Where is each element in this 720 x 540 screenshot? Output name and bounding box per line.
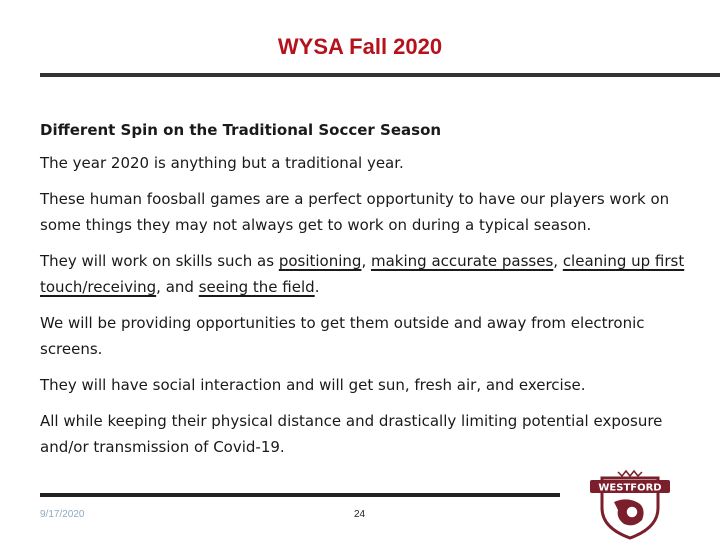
skill-positioning: positioning: [278, 252, 362, 270]
paragraph-year: The year 2020 is anything but a traditional year.: [40, 154, 404, 172]
paragraph-skills: [40, 248, 690, 300]
footer-divider: [40, 493, 560, 497]
slide-body: [40, 118, 690, 470]
skills-end: .: [314, 278, 320, 296]
skill-first-touch: cleaning up first touch/receiving: [40, 252, 685, 296]
title-divider: [40, 73, 720, 77]
skills-sep-2: ,: [553, 252, 563, 270]
page-number: 24: [354, 509, 366, 520]
skills-sep-1: ,: [361, 252, 371, 270]
skills-intro: They will work on skills such as: [40, 252, 279, 270]
paragraph-distance: All while keeping their physical distance and drastically limiting potential exposure and/or transmission of Covid-19.: [40, 412, 663, 456]
footer-date: 9/17/2020: [40, 509, 85, 520]
paragraph-foosball: These human foosball games are a perfect opportunity to have our players work on some things they may not always get to work on during a typical season.: [40, 190, 670, 234]
paragraph-outdoors: We will be providing opportunities to get them outside and away from electronic screens.: [40, 314, 645, 358]
slide-title: WYSA Fall 2020: [277, 34, 443, 59]
skill-passing: making accurate passes: [370, 252, 554, 270]
westford-crest-icon: [588, 466, 672, 540]
paragraph-social: They will have social interaction and will get sun, fresh air, and exercise.: [40, 376, 586, 394]
skill-seeing-field: seeing the field: [198, 278, 315, 296]
skills-sep-3: , and: [156, 278, 199, 296]
slide-subtitle: Different Spin on the Traditional Soccer Season: [40, 121, 442, 139]
logo-lettering: WESTFORD: [598, 482, 662, 494]
